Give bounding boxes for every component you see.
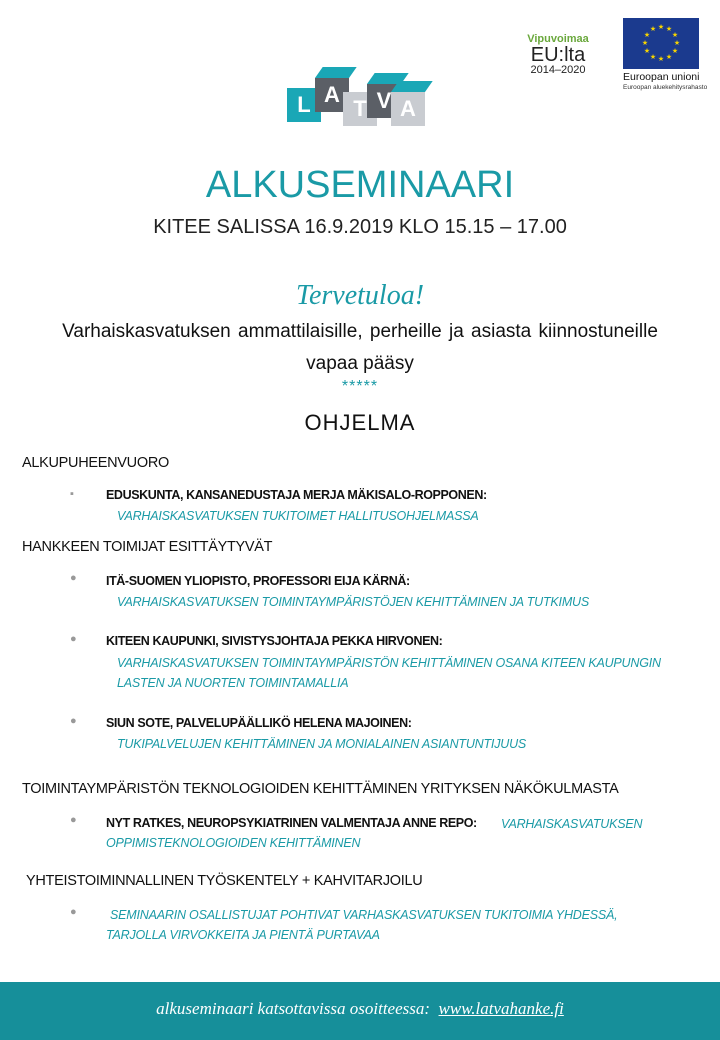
eu-funding-logo [518,34,598,76]
eu-stars-icon [623,18,699,69]
speaker: KITEEN KAUPUNKI, SIVISTYSJOHTAJA PEKKA HIRVONEN: [106,634,443,648]
topic: SEMINAARIN OSALLISTUJAT POHTIVAT VARHASKASVATUKSEN TUKITOIMIA YHDESSÄ, [110,908,618,922]
svg-text:★: ★ [665,25,673,33]
latva-logo [287,70,427,128]
eu-years: 2014–2020 [530,64,586,76]
eu-flag-icon [623,18,699,69]
speaker: SIUN SOTE, PALVELUPÄÄLLIKÖ HELENA MAJOINEN: [106,716,412,730]
topic: VARHAISKASVATUKSEN TOIMINTAYMPÄRISTÖN KEHITTÄMINEN OSANA KITEEN KAUPUNGIN [117,656,661,670]
logo-letter: T [353,96,367,121]
topic: LASTEN JA NUORTEN TOIMINTAMALLIA [117,676,349,690]
bullet-icon: ● [70,633,77,645]
bullet-icon: ● [70,906,77,918]
section-title: ALKUPUHEENVUORO [22,455,169,471]
eu-name: Euroopan unioni [623,71,700,83]
bullet-icon: ● [70,572,77,584]
program-heading: OHJELMA [304,410,416,435]
eu-tagline-small: Vipuvoimaa [527,33,589,45]
svg-text:★: ★ [649,25,657,33]
topic: VARHAISKASVATUKSEN TOIMINTAYMPÄRISTÖJEN KEHITTÄMINEN JA TUTKIMUS [117,595,589,609]
topic: TUKIPALVELUJEN KEHITTÄMINEN JA MONIALAINEN ASIANTUNTIJUUS [117,737,527,751]
svg-text:★: ★ [649,53,657,61]
topic: OPPIMISTEKNOLOGIOIDEN KEHITTÄMINEN [106,836,361,850]
audience-text: Varhaiskasvatuksen ammattilaisille, perheille ja asiasta kiinnostuneille [62,321,658,342]
svg-text:★: ★ [643,47,651,55]
eu-tagline-big: EU:lta [530,44,586,66]
footer-text [0,999,720,1019]
svg-text:★: ★ [643,31,651,39]
bullet-icon: ▪ [70,488,74,500]
topic: VARHAISKASVATUKSEN [501,817,643,831]
topic: VARHAISKASVATUKSEN TUKITOIMET HALLITUSOHJELMASSA [117,509,479,523]
section-title: YHTEISTOIMINNALLINEN TYÖSKENTELY + KAHVITARJOILU [26,873,423,889]
svg-text:★: ★ [673,39,681,47]
speaker: EDUSKUNTA, KANSANEDUSTAJA MERJA MÄKISALO-ROPPONEN: [106,488,487,502]
svg-text:★: ★ [641,39,649,47]
logo-letter: V [376,88,392,113]
svg-text:★: ★ [671,31,679,39]
event-time-place: KITEE SALISSA 16.9.2019 KLO 15.15 – 17.00 [153,216,567,238]
svg-text:★: ★ [657,55,665,63]
section-title: HANKKEEN TOIMIJAT ESITTÄYTYVÄT [22,539,273,555]
speaker: ITÄ-SUOMEN YLIOPISTO, PROFESSORI EIJA KÄRNÄ: [106,574,410,588]
website-link[interactable]: www.latvahanke.fi [438,999,564,1018]
svg-text:★: ★ [657,23,665,31]
free-entry: vapaa pääsy [306,353,414,374]
logo-cube-a2 [391,92,425,126]
bullet-icon: ● [70,715,77,727]
logo-letter: A [400,96,416,121]
topic: TARJOLLA VIRVOKKEITA JA PIENTÄ PURTAVAA [106,928,380,942]
svg-text:★: ★ [671,47,679,55]
logo-letter: L [297,92,311,117]
stars-divider: ***** [341,378,379,395]
page-title: ALKUSEMINAARI [205,164,515,206]
eu-fund-name: Euroopan aluekehitysrahasto [623,84,708,91]
section-title: TOIMINTAYMPÄRISTÖN TEKNOLOGIOIDEN KEHITTÄMINEN YRITYKSEN NÄKÖKULMASTA [22,781,619,797]
bullet-icon: ● [70,814,77,826]
logo-letter: A [324,82,340,107]
svg-text:★: ★ [665,53,673,61]
speaker: NYT RATKES, NEUROPSYKIATRINEN VALMENTAJA ANNE REPO: [106,816,477,830]
welcome-text: Tervetuloa! [295,280,425,311]
footer-label: alkuseminaari katsottavissa osoitteessa: [156,999,431,1018]
